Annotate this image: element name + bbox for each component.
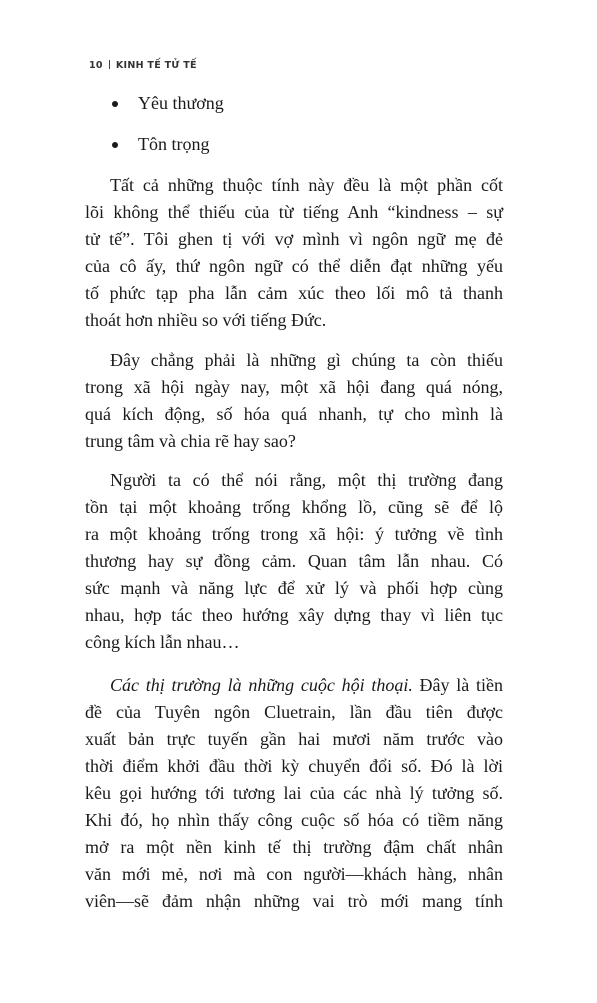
bullet-item — [85, 131, 503, 158]
paragraph-line: trong xã hội ngày nay, một xã hội đang quá nóng, — [85, 377, 503, 397]
paragraph-line: của cô ấy, thứ ngôn ngữ có thể diễn đạt những yếu — [85, 256, 503, 276]
page-number: 10 — [89, 60, 103, 71]
paragraph-4 — [85, 672, 503, 915]
book-title: KINH TẾ TỬ TẾ — [115, 60, 197, 71]
paragraph-line: sức mạnh và năng lực để xử lý và phối hợp cùng — [85, 578, 503, 598]
running-head — [89, 60, 197, 71]
paragraph-line: văn mới mẻ, nơi mà con người—khách hàng, nhân — [85, 864, 503, 884]
paragraph-line: công kích lẫn nhau… — [85, 632, 240, 652]
paragraph-line: thoát hơn nhiều so với tiếng Đức. — [85, 310, 327, 330]
paragraph-line: thương hay sự đồng cảm. Quan tâm lẫn nhau. Có — [85, 551, 503, 571]
paragraph-line: ra một khoảng trống trong xã hội: ý tưởng về tình — [85, 524, 503, 544]
paragraph-line: nhau, hợp tác theo hướng xây dựng thay vì liên tục — [85, 605, 503, 625]
paragraph-line: Khi đó, họ nhìn thấy công cuộc số hóa có tiềm năng — [85, 810, 503, 830]
paragraph-line: thời điểm khởi đầu thời kỳ chuyển đổi số. Đó là lời — [85, 756, 503, 776]
paragraph-line: tố phức tạp pha lẫn cảm xúc theo lối mô tả thanh — [85, 283, 503, 303]
paragraph-line: mở ra một nền kinh tế thị trường đậm chất nhân — [85, 837, 503, 857]
bullet-item — [85, 90, 503, 117]
paragraph-line: quá kích động, số hóa quá nhanh, tự cho mình là — [85, 404, 503, 424]
italic-lead-text: Các thị trường là những cuộc hội thoại. — [110, 675, 413, 695]
paragraph-line: Người ta có thể nói rằng, một thị trường đang — [110, 470, 503, 490]
first-line-rest: Đây là tiền — [412, 675, 503, 695]
paragraph-line: Đây chẳng phải là những gì chúng ta còn thiếu — [110, 350, 503, 370]
paragraph-1 — [85, 172, 503, 334]
paragraph-2 — [85, 347, 503, 455]
paragraph-line: xuất bản trực tuyến gần hai mươi năm trước vào — [85, 729, 503, 749]
bullet-text: Yêu thương — [138, 93, 224, 113]
paragraph-3 — [85, 467, 503, 656]
bullet-dot-icon — [112, 101, 118, 107]
paragraph-line: tử tế”. Tôi ghen tị với vợ mình vì ngôn ngữ mẹ đẻ — [85, 229, 503, 249]
paragraph-line: tồn tại một khoảng trống khổng lồ, cũng sẽ để lộ — [85, 497, 503, 517]
paragraph-line: Tất cả những thuộc tính này đều là một phần cốt — [110, 175, 503, 195]
paragraph-line: trung tâm và chia rẽ hay sao? — [85, 431, 296, 451]
paragraph-line: lõi không thể thiếu của từ tiếng Anh “kindness – sự — [85, 202, 503, 222]
bullet-list — [85, 90, 503, 172]
paragraph-line — [85, 672, 503, 699]
bullet-dot-icon — [112, 142, 118, 148]
paragraph-line: đề của Tuyên ngôn Cluetrain, lần đầu tiên được — [85, 702, 503, 722]
paragraph-line: viên—sẽ đảm nhận những vai trò mới mang tính — [85, 891, 503, 911]
paragraph-line: kêu gọi hướng tới tương lai của các nhà lý tưởng số. — [85, 783, 503, 803]
bullet-text: Tôn trọng — [138, 134, 210, 154]
header-divider — [109, 60, 110, 69]
